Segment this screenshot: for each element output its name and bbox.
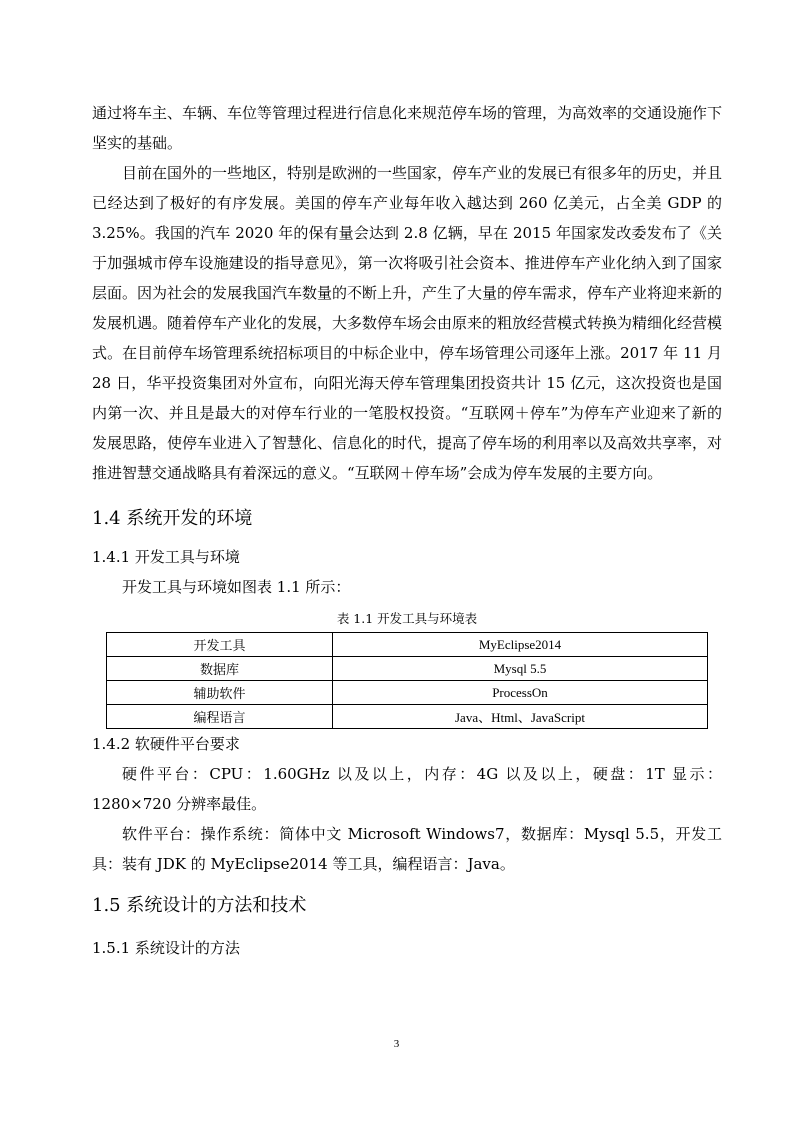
table-cell-key: 开发工具 (107, 633, 333, 657)
subsection-heading-1-5-1: 1.5.1 系统设计的方法 (92, 939, 240, 957)
table-row (107, 681, 708, 705)
paragraph-continued: 通过将车主、车辆、车位等管理过程进行信息化来规范停车场的管理，为高效率的交通设施作下坚实的基础。 (92, 104, 723, 152)
table-cell-value: MyEclipse2014 (333, 633, 708, 657)
subsection-heading-1-4-1: 1.4.1 开发工具与环境 (92, 548, 240, 566)
table-row (107, 705, 708, 729)
table-cell-value: ProcessOn (333, 681, 708, 705)
page-number: 3 (393, 1038, 400, 1050)
paragraph-parking-industry: 目前在国外的一些地区，特别是欧洲的一些国家，停车产业的发展已有很多年的历史，并且已经达到了极好的有序发展。美国的停车产业每年收入越达到 260 亿美元，占全美 GDP 的 3.25%。我国的汽车 2020 年的保有量会达到 2.8 亿辆，早在 2015 年国家发改委发布了《关于加强城市停车设施建设的指导意见》，第一次将吸引社会资本、推进停车产业化纳入到了国家层面。因为社会的发展我国汽车数量的不断上升，产生了大量的停车需求，停车产业将迎来新的发展机遇。随着停车产业化的发展，大多数停车场会由原来的粗放经营模式转换为精细化经营模式。在目前停车场管理系统招标项目的中标企业中，停车场管理公司逐年上涨。2017 年 11 月 28 日，华平投资集团对外宣布，向阳光海天停车管理集团投资共计 15 亿元，这次投资也是国内第一次、并且是最大的对停车行业的一笔股权投资。“互联网＋停车”为停车产业迎来了新的发展思路，使停车业进入了智慧化、信息化的时代，提高了停车场的利用率以及高效共享率，对推进智慧交通战略具有着深远的意义。“互联网＋停车场”会成为停车发展的主要方向。 (92, 164, 723, 482)
table-cell-key: 编程语言 (107, 705, 333, 729)
software-platform-text: 软件平台：操作系统：简体中文 Microsoft Windows7，数据库：Mysql 5.5，开发工具：装有 JDK 的 MyEclipse2014 等工具，编程语言：Java。 (92, 825, 722, 873)
page-content (92, 98, 722, 963)
table-cell-value: Java、Html、JavaScript (333, 705, 708, 729)
table-row (107, 633, 708, 657)
table-cell-key: 辅助软件 (107, 681, 333, 705)
table-caption: 表 1.1 开发工具与环境表 (336, 611, 478, 626)
table-cell-value: Mysql 5.5 (333, 657, 708, 681)
table-intro-text: 开发工具与环境如图表 1.1 所示： (122, 578, 351, 596)
section-heading-1-4: 1.4 系统开发的环境 (92, 508, 253, 529)
environment-table (106, 632, 708, 729)
table-cell-key: 数据库 (107, 657, 333, 681)
hardware-platform-text: 硬件平台：CPU：1.60GHz 以及以上，内存：4G 以及以上，硬盘：1T 显示：1280×720 分辨率最佳。 (92, 765, 722, 813)
subsection-heading-1-4-2: 1.4.2 软硬件平台要求 (92, 735, 240, 753)
table-row (107, 657, 708, 681)
section-heading-1-5: 1.5 系统设计的方法和技术 (92, 895, 307, 916)
